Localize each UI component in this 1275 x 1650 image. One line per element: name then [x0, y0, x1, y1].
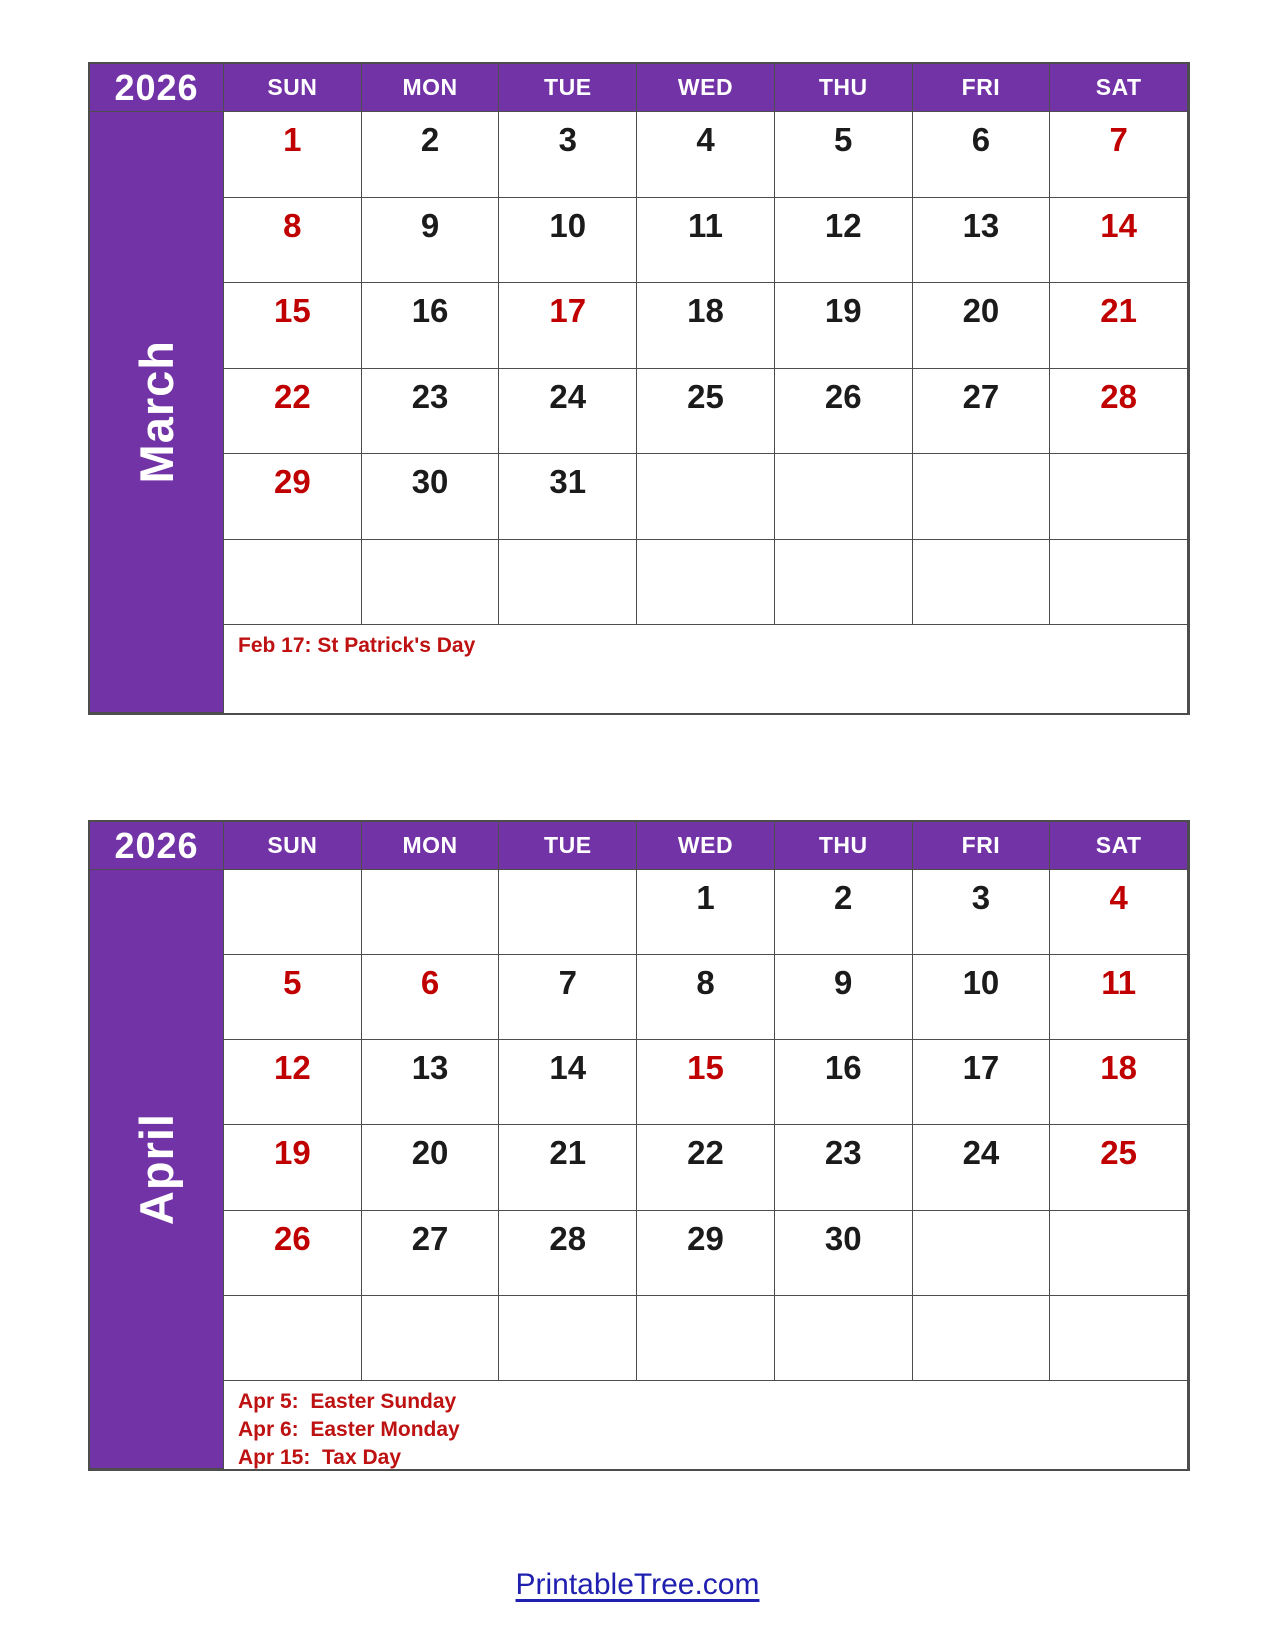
month-label: March	[130, 340, 183, 484]
holiday-note: Apr 15: Tax Day	[238, 1445, 402, 1469]
date-cell	[1050, 1211, 1188, 1296]
date-cell: 13	[362, 1040, 500, 1125]
day-header-tue: TUE	[499, 822, 637, 870]
date-cell: 2	[362, 112, 500, 198]
date-cell	[775, 540, 913, 626]
date-cell: 9	[775, 955, 913, 1040]
march-calendar	[88, 62, 1190, 715]
date-cell	[362, 1296, 500, 1381]
date-cell: 29	[637, 1211, 775, 1296]
date-cell	[913, 540, 1051, 626]
date-cell: 27	[913, 369, 1051, 455]
date-cell: 22	[637, 1125, 775, 1210]
date-cell: 7	[1050, 112, 1188, 198]
date-cell: 20	[362, 1125, 500, 1210]
day-header-fri: FRI	[913, 64, 1051, 112]
date-cell: 2	[775, 870, 913, 955]
month-sidebar	[90, 112, 224, 713]
date-cell: 24	[913, 1125, 1051, 1210]
date-cell: 12	[224, 1040, 362, 1125]
date-cell: 23	[775, 1125, 913, 1210]
date-cell: 26	[775, 369, 913, 455]
date-cell: 16	[362, 283, 500, 369]
month-sidebar	[90, 870, 224, 1469]
date-cell: 23	[362, 369, 500, 455]
date-cell: 14	[1050, 198, 1188, 284]
day-header-sun: SUN	[224, 822, 362, 870]
date-cell	[637, 454, 775, 540]
date-cell: 21	[499, 1125, 637, 1210]
date-cell: 11	[1050, 955, 1188, 1040]
date-cell	[224, 1296, 362, 1381]
date-cell: 1	[637, 870, 775, 955]
day-header-thu: THU	[775, 822, 913, 870]
holiday-note: Feb 17: St Patrick's Day	[238, 634, 476, 657]
date-cell: 21	[1050, 283, 1188, 369]
date-cell: 24	[499, 369, 637, 455]
date-cell	[1050, 454, 1188, 540]
date-cell: 5	[224, 955, 362, 1040]
date-cell: 16	[775, 1040, 913, 1125]
holiday-notes	[224, 625, 1188, 713]
date-cell: 10	[499, 198, 637, 284]
month-label: April	[130, 1112, 183, 1226]
date-cell: 30	[362, 454, 500, 540]
date-cell: 18	[1050, 1040, 1188, 1125]
date-cell: 11	[637, 198, 775, 284]
date-cell: 3	[499, 112, 637, 198]
date-cell	[1050, 1296, 1188, 1381]
date-cell	[1050, 540, 1188, 626]
holiday-note: Apr 6: Easter Monday	[238, 1417, 460, 1441]
date-cell: 25	[1050, 1125, 1188, 1210]
date-cell: 22	[224, 369, 362, 455]
year-label: 2026	[90, 822, 224, 870]
date-cell: 29	[224, 454, 362, 540]
date-cell: 28	[1050, 369, 1188, 455]
holiday-note: Apr 5: Easter Sunday	[238, 1389, 457, 1413]
date-cell: 30	[775, 1211, 913, 1296]
date-cell: 17	[913, 1040, 1051, 1125]
date-cell: 28	[499, 1211, 637, 1296]
date-cell: 18	[637, 283, 775, 369]
day-header-tue: TUE	[499, 64, 637, 112]
date-cell: 5	[775, 112, 913, 198]
date-cell	[499, 540, 637, 626]
date-cell	[913, 454, 1051, 540]
date-cell: 27	[362, 1211, 500, 1296]
april-calendar	[88, 820, 1190, 1471]
date-cell: 15	[637, 1040, 775, 1125]
date-cell: 4	[637, 112, 775, 198]
date-cell: 4	[1050, 870, 1188, 955]
date-cell: 15	[224, 283, 362, 369]
day-header-mon: MON	[362, 64, 500, 112]
date-cell: 8	[637, 955, 775, 1040]
date-cell	[224, 870, 362, 955]
date-cell	[775, 454, 913, 540]
date-cell	[775, 1296, 913, 1381]
holiday-notes	[224, 1381, 1188, 1469]
date-cell: 19	[775, 283, 913, 369]
date-cell: 14	[499, 1040, 637, 1125]
site-footer	[0, 1568, 1275, 1602]
date-cell: 31	[499, 454, 637, 540]
date-cell: 25	[637, 369, 775, 455]
day-header-wed: WED	[637, 822, 775, 870]
date-cell: 17	[499, 283, 637, 369]
date-cell: 8	[224, 198, 362, 284]
day-header-fri: FRI	[913, 822, 1051, 870]
date-cell: 6	[362, 955, 500, 1040]
year-label: 2026	[90, 64, 224, 112]
date-cell	[913, 1211, 1051, 1296]
date-cell	[362, 870, 500, 955]
date-cell: 1	[224, 112, 362, 198]
date-cell: 7	[499, 955, 637, 1040]
date-cell: 10	[913, 955, 1051, 1040]
day-header-mon: MON	[362, 822, 500, 870]
date-cell	[499, 1296, 637, 1381]
date-cell: 12	[775, 198, 913, 284]
date-cell	[637, 1296, 775, 1381]
day-header-thu: THU	[775, 64, 913, 112]
date-cell: 3	[913, 870, 1051, 955]
site-link[interactable]: PrintableTree.com	[515, 1568, 760, 1601]
date-cell	[499, 870, 637, 955]
date-cell: 13	[913, 198, 1051, 284]
date-cell: 9	[362, 198, 500, 284]
date-cell: 19	[224, 1125, 362, 1210]
date-cell: 6	[913, 112, 1051, 198]
day-header-sun: SUN	[224, 64, 362, 112]
day-header-wed: WED	[637, 64, 775, 112]
date-cell	[224, 540, 362, 626]
day-header-sat: SAT	[1050, 822, 1188, 870]
date-cell	[637, 540, 775, 626]
date-cell: 20	[913, 283, 1051, 369]
date-cell	[362, 540, 500, 626]
date-cell	[913, 1296, 1051, 1381]
date-cell: 26	[224, 1211, 362, 1296]
day-header-sat: SAT	[1050, 64, 1188, 112]
